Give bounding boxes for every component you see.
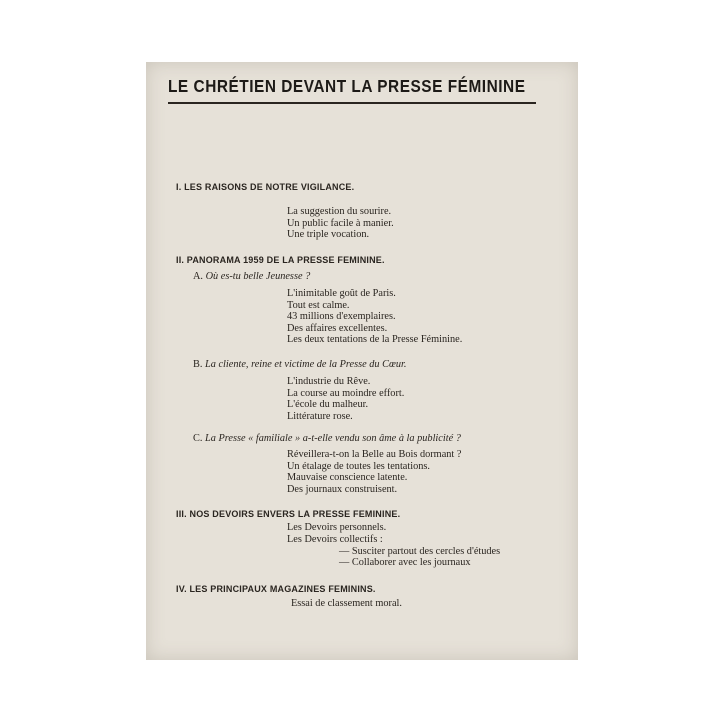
list-item: 43 millions d'exemplaires. [287,311,396,323]
document-page [146,62,578,660]
page-title: LE CHRÉTIEN DEVANT LA PRESSE FÉMININE [168,76,526,96]
subsection-title: La cliente, reine et victime de la Presse du Cœur. [205,359,407,370]
subsection-letter: C. [193,433,203,444]
list-item: Des affaires excellentes. [287,322,388,334]
list-item: Réveillera-t-on la Belle au Bois dormant ? [287,449,462,460]
list-item: La course au moindre effort. [287,387,405,399]
subsection-a-heading [193,271,310,283]
list-item: Un étalage de toutes les tentations. [287,460,430,472]
list-item: L'école du malheur. [287,399,369,411]
section-heading-3: III. NOS DEVOIRS ENVERS LA PRESSE FEMININE. [176,509,401,519]
subsection-title: Où es-tu belle Jeunesse ? [205,271,311,282]
subsection-letter: A. [193,271,204,282]
list-item: La suggestion du sourire. [287,206,392,217]
list-item: Une triple vocation. [287,229,370,241]
list-item: L'inimitable goût de Paris. [287,288,396,299]
list-item: L'industrie du Rêve. [287,376,371,387]
list-item: Des journaux construisent. [287,483,398,495]
subsection-c-heading [193,433,461,445]
section-3-list [287,522,386,545]
section-heading-2: II. PANORAMA 1959 DE LA PRESSE FEMININE. [176,255,385,265]
list-item: Mauvaise conscience latente. [287,472,408,484]
subsection-title: La Presse « familiale » a-t-elle vendu son âme à la publicité ? [205,433,461,444]
list-item: Un public facile à manier. [287,217,394,229]
subsection-letter: B. [193,359,203,370]
list-item: Les deux tentations de la Presse Féminine. [287,334,463,346]
list-item: Les Devoirs collectifs : [287,533,383,545]
list-item: Littérature rose. [287,410,353,422]
subsection-b-heading [193,359,406,371]
section-heading-4: IV. LES PRINCIPAUX MAGAZINES FEMININS. [176,584,376,594]
sub-list-item: — Collaborer avec les journaux [339,557,471,568]
sub-list-item: — Susciter partout des cercles d'études [339,546,501,557]
list-item: Essai de classement moral. [291,598,402,609]
section-4-list [291,598,402,610]
subsection-b-list [287,376,404,422]
list-item: Tout est calme. [287,299,350,311]
title-underline [168,102,536,104]
section-heading-1: I. LES RAISONS DE NOTRE VIGILANCE. [176,182,355,192]
subsection-a-list [287,288,462,346]
subsection-c-list [287,449,461,495]
list-item: Les Devoirs personnels. [287,522,387,533]
section-1-list [287,206,394,241]
